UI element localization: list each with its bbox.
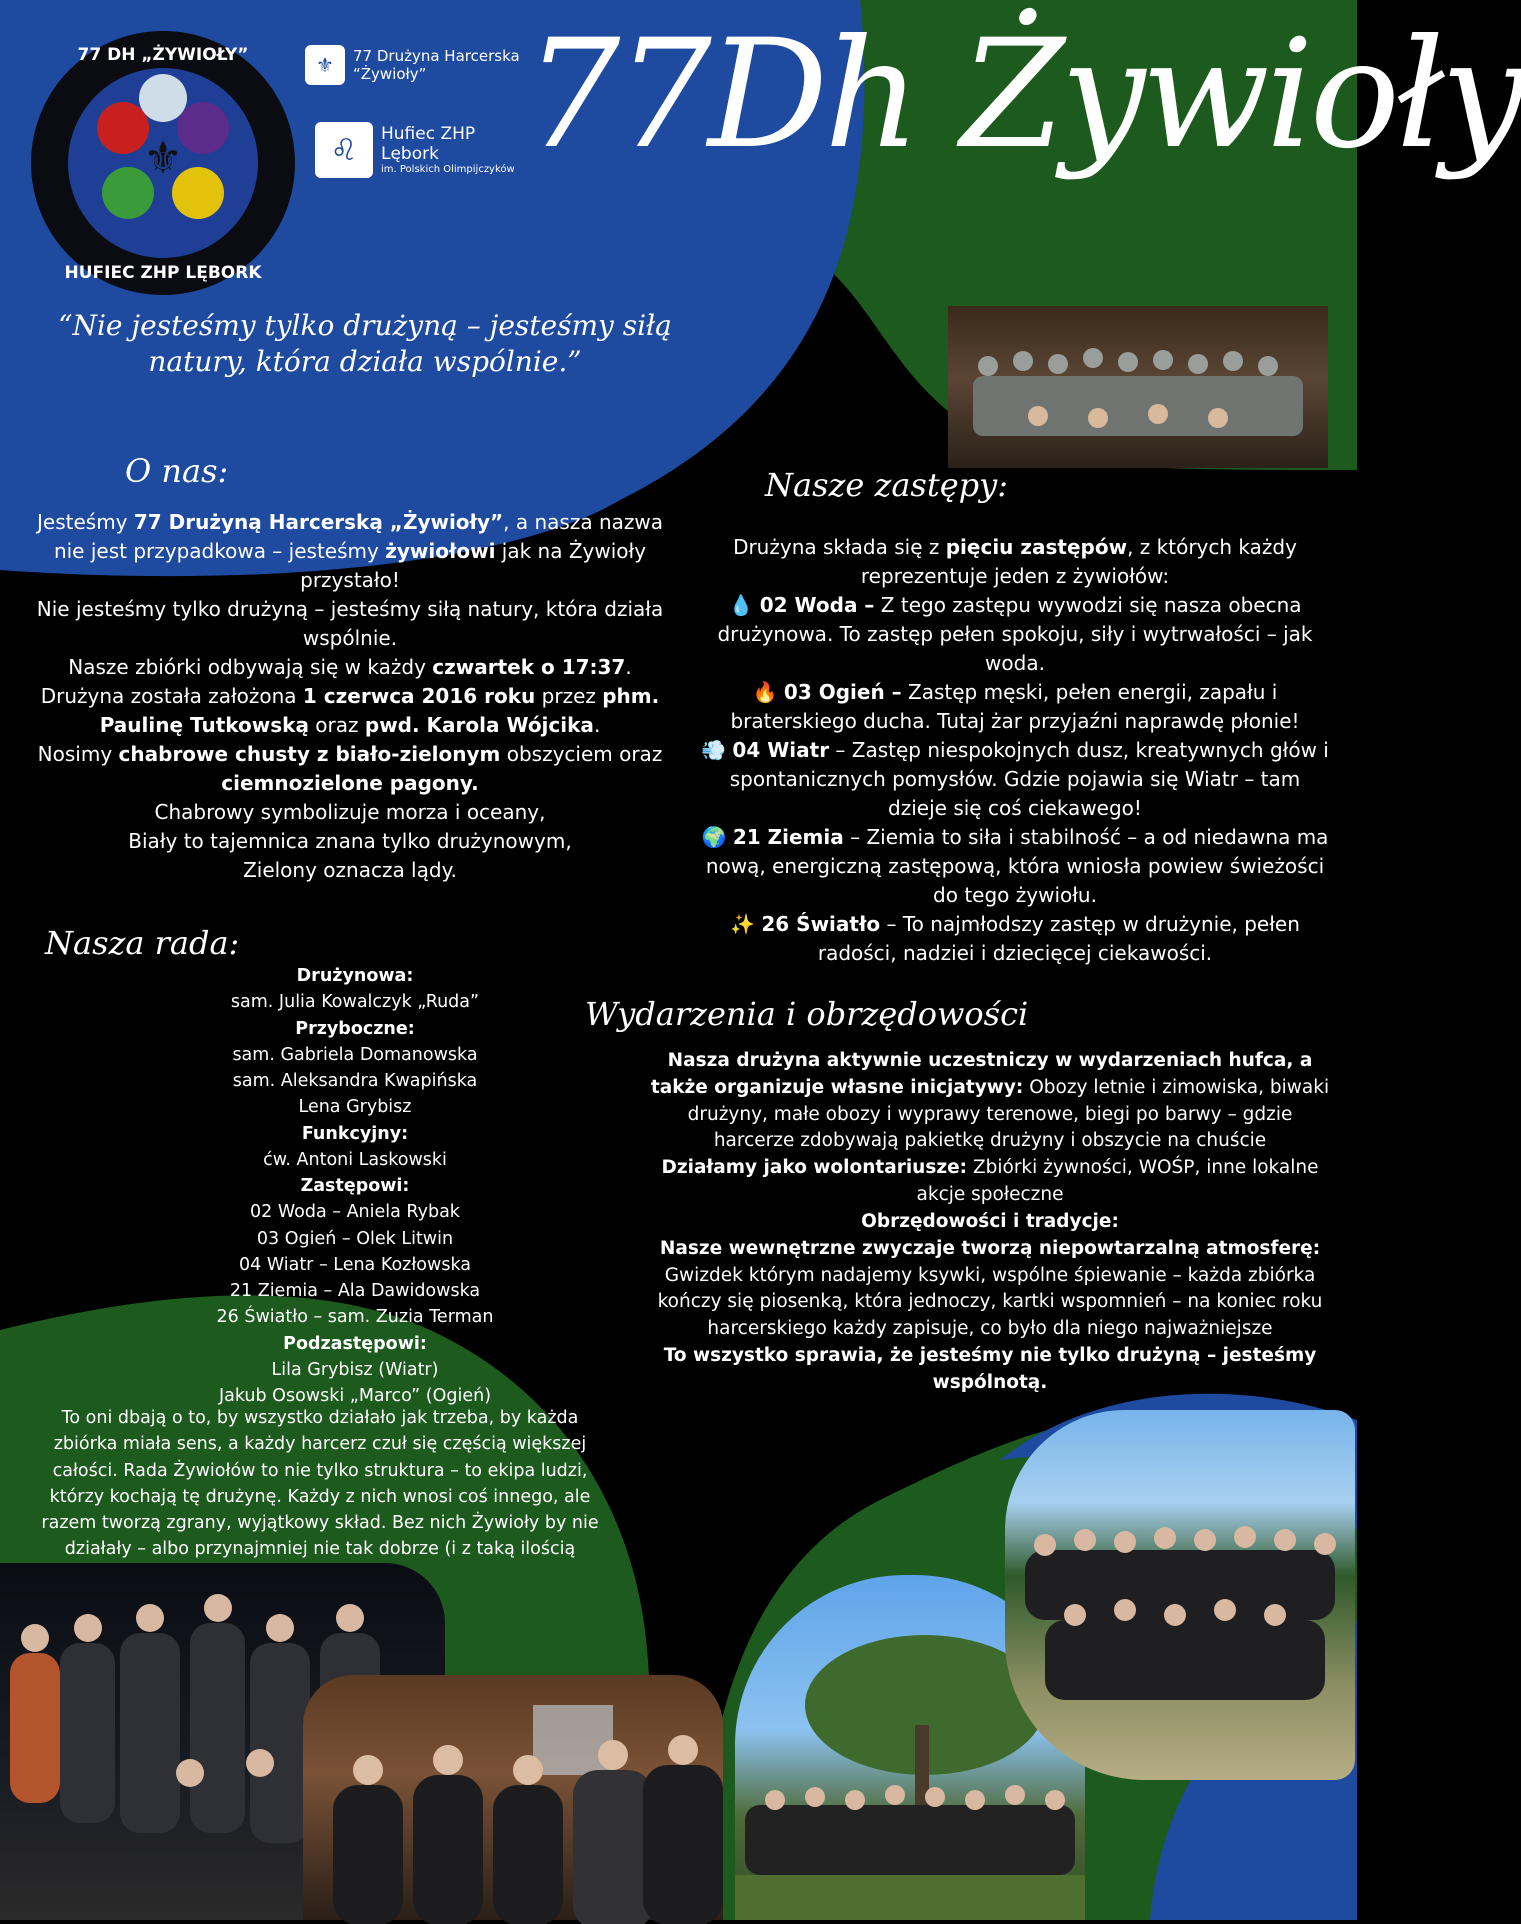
about-l5a: Nosimy — [37, 742, 119, 766]
about-l4e: oraz — [308, 713, 365, 737]
patrol-earth-name: 21 Ziemia — [732, 825, 844, 849]
emblem-top-text: 77 DH „ŻYWIOŁY” — [77, 45, 249, 65]
council-description: To oni dbają o to, by wszystko działało jak trzeba, by każda zbiórka miała sens, a każdy harcerz czuł się częścią większej całości. Rada Żywiołów to nie tylko struktura – to ekipa ludzi, którzy kochają tę drużynę. Każdy z nich wnosi coś innego, ale razem tworzą zgrany, wyjątkowy skład. Bez nich Żywioły by nie działały – albo przynajmniej nie tak dobrze (i z taką ilością — [41, 1408, 599, 1560]
about-l4c: przez — [535, 684, 603, 708]
patrol-water-text: Z tego zastępu wywodzi się nasza obecna drużynowa. To zastęp pełen spokoju, siły i wytrwałości – jak woda. — [717, 593, 1313, 675]
council-v2c: Lena Grybisz — [298, 1097, 412, 1118]
council-v4e: 26 Światło – sam. Zuzia Terman — [216, 1307, 494, 1328]
about-l6: Chabrowy symbolizuje morza i oceany, — [154, 800, 546, 824]
council-v4b: 03 Ogień – Olek Litwin — [256, 1228, 454, 1249]
council-list — [165, 963, 545, 1409]
events-b2: Działamy jako wolontariusze: — [661, 1157, 968, 1179]
about-l8: Zielony oznacza lądy. — [243, 858, 457, 882]
logo1-line2: “Żywioły” — [353, 65, 427, 83]
about-l5b: chabrowe chusty z biało-zielonym — [118, 742, 501, 766]
council-h1: Drużynowa: — [296, 966, 414, 986]
council-v3: ćw. Antoni Laskowski — [263, 1149, 447, 1170]
council-v2a: sam. Gabriela Domanowska — [232, 1044, 478, 1065]
page-title: 77Dh Żywioły — [525, 8, 1521, 182]
patrol-fire-name: 03 Ogień – — [783, 680, 902, 704]
events-t4: Gwizdek którym nadajemy ksywki, wspólne śpiewanie – każda zbiórka kończy się piosenką, która jednoczy, kartki wspomnień – na koniec roku harcerskiego każdy zapisuje, co było dla niego najważniejsze — [657, 1264, 1323, 1340]
council-v5a: Lila Grybisz (Wiatr) — [271, 1359, 439, 1380]
photo-field-group — [1005, 1410, 1355, 1780]
about-l1e: jak na Żywioły przystało! — [300, 539, 647, 592]
events-text — [650, 1048, 1330, 1397]
about-l3b: czwartek o 17:37 — [432, 655, 626, 679]
events-t1: Obozy letnie i zimowiska, biwaki drużyny, małe obozy i wyprawy terenowe, biegi po barwy – gdzie harcerze zdobywają pakietkę drużyny i obszycie na chuście — [687, 1076, 1330, 1152]
council-v5b: Jakub Osowski „Marco” (Ogień) — [218, 1386, 492, 1406]
about-l5c: obszyciem oraz — [500, 742, 663, 766]
patrols-intro-b: pięciu zastępów — [945, 535, 1128, 559]
council-h2: Przyboczne: — [295, 1018, 415, 1039]
troop-emblem — [28, 28, 298, 298]
council-v4d: 21 Ziemia – Ala Dawidowska — [229, 1281, 481, 1301]
about-l4d: phm. Paulinę Tutkowską — [99, 684, 660, 737]
about-text: Jesteśmy 77 Drużyną Harcerską „Żywioły”, a nasza nazwa nie jest przypadkowa – jesteśmy żywiołowi jak na Żywioły przystało! Nie jesteśmy tylko drużyną – jesteśmy siłą natury, która działa wspólnie. Nasze zbiórki odbywają się w każdy czwartek o 17:37. Drużyna została założona 1 czerwca 2016 roku przez phm. Paulinę Tutkowską oraz pwd. Karola Wójcika. Nosimy chabrowe chusty z biało-zielonym obszyciem oraz ciemnozielone pagony. Chabrowy symbolizuje morza i oceany, Biały to tajemnica znana tylko drużynowym, Zielony oznacza lądy. — [20, 508, 680, 885]
events-b3: Obrzędowości i tradycje: — [861, 1210, 1119, 1232]
logo2-line3: im. Polskich Olimpijczyków — [381, 164, 515, 176]
patrol-fire-text: Zastęp męski, pełen energii, zapału i braterskiego ducha. Tutaj żar przyjaźni naprawdę płonie! — [730, 680, 1300, 733]
about-l1a: Jesteśmy — [37, 510, 134, 534]
sparkle-icon: ✨ — [730, 912, 756, 936]
about-l1d: żywiołowi — [385, 539, 496, 563]
logo2-line1: Hufiec ZHP — [381, 123, 476, 144]
earth-icon: 🌍 — [701, 825, 727, 849]
about-l3a: Nasze zbiórki odbywają się w każdy — [68, 655, 433, 679]
council-h4: Zastępowi: — [300, 1176, 410, 1196]
fire-icon: 🔥 — [752, 680, 778, 704]
patrol-light-name: 26 Światło — [761, 912, 881, 936]
about-l1b: 77 Drużyną Harcerską „Żywioły” — [133, 510, 504, 534]
patrol-earth-text: – Ziemia to siła i stabilność – a od niedawna ma nową, energiczną zastępową, która wniosła powiew świeżości do tego żywiołu. — [705, 825, 1329, 907]
about-l5d: ciemnozielone pagony. — [221, 771, 479, 795]
patrols-intro-c: , z których każdy reprezentuje jeden z żywiołów: — [860, 535, 1297, 588]
council-v4a: 02 Woda – Aniela Rybak — [250, 1202, 460, 1223]
about-l1c: , a nasza nazwa nie jest przypadkowa – jesteśmy — [53, 510, 663, 563]
council-heading: Nasza rada: — [45, 924, 240, 962]
events-b1: Nasza drużyna aktywnie uczestniczy w wydarzeniach hufca, a także organizuje własne inicjatywy: — [650, 1050, 1313, 1098]
events-heading: Wydarzenia i obrzędowości — [585, 995, 1029, 1033]
events-b4: Nasze wewnętrzne zwyczaje tworzą niepowtarzalną atmosferę: — [659, 1237, 1321, 1259]
emblem-bottom-text: HUFIEC ZHP LĘBORK — [64, 263, 262, 283]
logo1-line1: 77 Drużyna Harcerska — [353, 47, 520, 65]
wind-icon: 💨 — [701, 738, 727, 762]
water-icon: 💧 — [728, 593, 754, 617]
photo-group-indoor — [948, 306, 1328, 468]
logo2-line2: Lębork — [381, 144, 439, 164]
about-l4f: pwd. Karola Wójcika — [364, 713, 594, 737]
patrols-heading: Nasze zastępy: — [765, 466, 1008, 504]
patrol-water-name: 02 Woda – — [759, 593, 875, 617]
patrol-wind-text: – Zastęp niespokojnych dusz, kreatywnych głów i spontanicznych pomysłów. Gdzie pojawia się Wiatr – tam dzieje się coś ciekawego! — [729, 738, 1329, 820]
photo-indoor-selfie — [303, 1675, 723, 1920]
patrols-text — [700, 533, 1330, 968]
svg-text:⚜: ⚜ — [143, 133, 183, 184]
lion-icon: ♌ — [315, 122, 373, 178]
council-h3: Funkcyjny: — [301, 1123, 409, 1144]
about-heading: O nas: — [125, 452, 229, 490]
council-v1: sam. Julia Kowalczyk „Ruda” — [230, 992, 480, 1013]
patrol-light-text: – To najmłodszy zastęp w drużynie, pełen radości, nadziei i dziecięcej ciekawości. — [817, 912, 1300, 965]
troop-mini-icon: ⚜ — [305, 45, 345, 85]
motto-quote: “Nie jesteśmy tylko drużyną – jesteśmy siłą natury, która działa wspólnie.” — [58, 309, 672, 379]
events-b5: To wszystko sprawia, że jesteśmy nie tylko drużyną – jesteśmy wspólnotą. — [663, 1344, 1317, 1393]
council-h5: Podzastępowi: — [283, 1333, 427, 1354]
about-l4a: Drużyna została założona — [40, 684, 303, 708]
district-logo — [315, 122, 555, 178]
troop-logo — [305, 45, 535, 85]
patrols-intro-a: Drużyna składa się z — [733, 535, 946, 559]
council-v4c: 04 Wiatr – Lena Kozłowska — [238, 1254, 471, 1275]
patrol-wind-name: 04 Wiatr — [732, 738, 830, 762]
council-v2b: sam. Aleksandra Kwapińska — [232, 1071, 478, 1091]
about-l4b: 1 czerwca 2016 roku — [302, 684, 536, 708]
about-l2: Nie jesteśmy tylko drużyną – jesteśmy siłą natury, która działa wspólnie. — [36, 597, 664, 650]
about-l7: Biały to tajemnica znana tylko drużynowym, — [128, 829, 572, 853]
events-t2: Zbiórki żywności, WOŚP, inne lokalne akcje społeczne — [916, 1157, 1319, 1206]
